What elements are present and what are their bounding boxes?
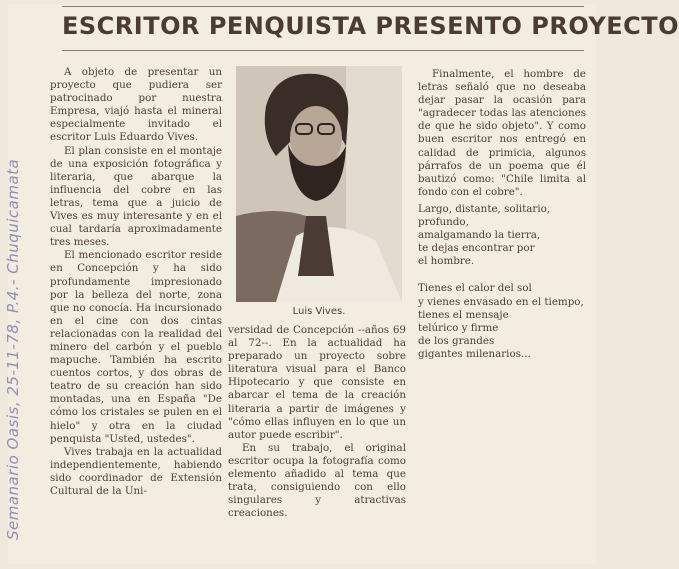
poem-line: Tienes el calor del sol <box>418 282 532 295</box>
poem-line: tienes el mensaje <box>418 308 509 321</box>
article-column-left <box>50 66 222 498</box>
photo-caption: Luis Vives. <box>292 306 346 317</box>
paragraph: En su trabajo, el original escritor ocupa la fotografía como elemento añadido al tema que trata, consiguiendo con ello singulares y atractivas creaciones. <box>228 441 406 520</box>
poem-line: te dejas encontrar por <box>418 242 535 255</box>
handwritten-annotation: Semanario Oasis, 25-11-78, P.4.- Chuquicamata <box>4 158 22 540</box>
poem-line: profundo, <box>418 216 469 229</box>
article-column-right <box>418 68 586 361</box>
poem-line: Largo, distante, solitario, <box>418 202 551 215</box>
poem-line: gigantes milenarios... <box>418 347 531 360</box>
poem-line: el hombre. <box>418 255 475 268</box>
article-column-middle <box>228 324 406 520</box>
paragraph: El mencionado escritor reside en Concepción y ha sido profundamente impresionado por la belleza del norte, zona que no conocía. Ha incursionado en el cine con dos cintas relacionadas con la realidad del minero del carbón y el pueblo mapuche. También ha escrito cuentos cortos, y dos obras de teatro de su creación han sido montadas, una en España "De cómo los cristales se pulen en el hielo" y otra en la ciudad penquista "Usted, ustedes". <box>50 249 222 445</box>
poem-line: telúrico y firme <box>418 321 499 334</box>
headline: ESCRITOR PENQUISTA PRESENTO PROYECTO <box>62 12 679 40</box>
paragraph: A objeto de presentar un proyecto que pudiera ser patrocinado por nuestra Empresa, viajó hasta el mineral especialmente invitado el escritor Luis Eduardo Vives. <box>50 66 222 144</box>
author-photo <box>236 66 402 302</box>
poem-line: amalgamando la tierra, <box>418 229 541 242</box>
headline-rule-bottom <box>62 50 584 51</box>
portrait-image <box>236 66 402 302</box>
poem-line: de los grandes <box>418 334 495 347</box>
poem-line: y vienes envasado en el tiempo, <box>418 295 584 308</box>
paragraph: Finalmente, el hombre de letras señaló que no deseaba dejar pasar la ocasión para "agradecer todas las atenciones de que he sido objeto". Y como buen escritor nos entregó en calidad de primicia, algunos párrafos de un poema que él bautizó como: "Chile limita al fondo con el cobre". <box>418 68 586 198</box>
paragraph: versidad de Concepción --años 69 al 72--. En la actualidad ha preparado un proyecto sobre literatura visual para el Banco Hipotecario y que consiste en abarcar el tema de la creación literaria a partir de imágenes y "cómo ellas influyen en lo que un autor puede escribir". <box>228 324 406 441</box>
paragraph: Vives trabaja en la actualidad independientemente, habiendo sido coordinador de Extensión Cultural de la Uni- <box>50 445 222 497</box>
paragraph: El plan consiste en el montaje de una exposición fotográfica y literaria, que abarque la influencia del cobre en las letras, tema que a juicio de Vives es muy interesante y en el cual tardaría aproximadamente tres meses. <box>50 144 222 249</box>
